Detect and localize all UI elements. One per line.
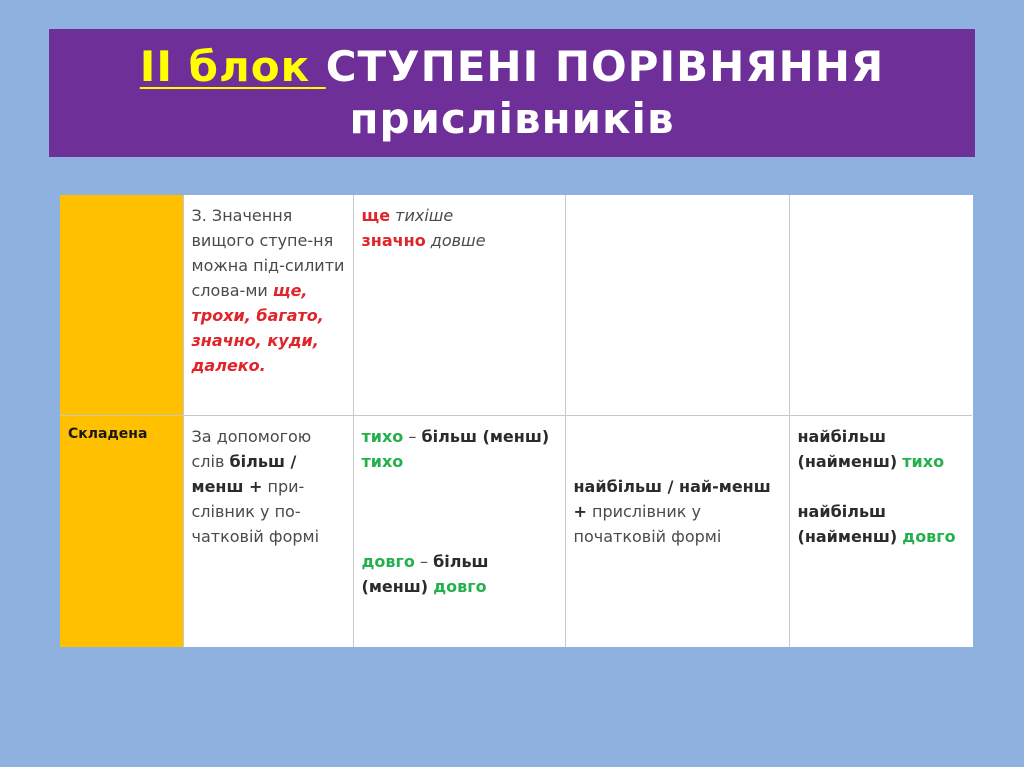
helper-words: найбільш / най-менш + [573,476,771,521]
comparison-table [60,195,972,647]
table-cell [353,415,565,647]
intensifier-list: ще, трохи, багато, значно, куди, далеко. [191,281,324,375]
table-cell [353,195,565,415]
example-adverb: довго [433,576,487,596]
table-cell [183,195,353,415]
example-adverb: довго [902,526,956,546]
table-cell [565,415,789,647]
table-row [60,195,972,415]
example-adverb: довго [361,551,415,571]
block-label-underline [310,42,326,91]
example-adverb: тихо [361,451,404,471]
title-line2: прислівників [349,94,675,143]
cell-text: За допомогою слів [191,426,312,471]
cell-text: при-слівник у по-чатковій формі [191,476,320,546]
table-row [60,415,972,647]
cell-text: – [403,426,422,446]
row-label: Складена [60,415,183,647]
table-cell [565,195,789,415]
intensifier-word: значно [361,231,426,250]
cell-text: – [414,551,434,571]
example-adverb: тихо [902,451,945,471]
example-adverb: тихо [361,426,404,446]
slide-title [49,29,975,157]
block-label: II блок [139,42,311,91]
intensifier-word: ще [361,206,391,225]
helper-words: більш (менш) [421,426,550,446]
helper-words: найбільш (найменш) [797,501,898,546]
example-word: довше [425,231,486,250]
table-cell [789,195,972,415]
example-word: тихіше [390,206,454,225]
table-cell [789,415,972,647]
row-label [60,195,183,415]
helper-words: більш (менш) [361,551,489,596]
helper-words: найбільш (найменш) [797,426,898,471]
cell-text: прислівник у початковій формі [573,501,722,546]
title-line1: СТУПЕНІ ПОРІВНЯННЯ [325,42,885,91]
table-cell [183,415,353,647]
cell-text: З. Значення вищого ступе-ня можна під-силити слова-ми [191,206,345,300]
comparison-table-container [60,195,973,647]
helper-words: більш / менш + [191,451,297,496]
